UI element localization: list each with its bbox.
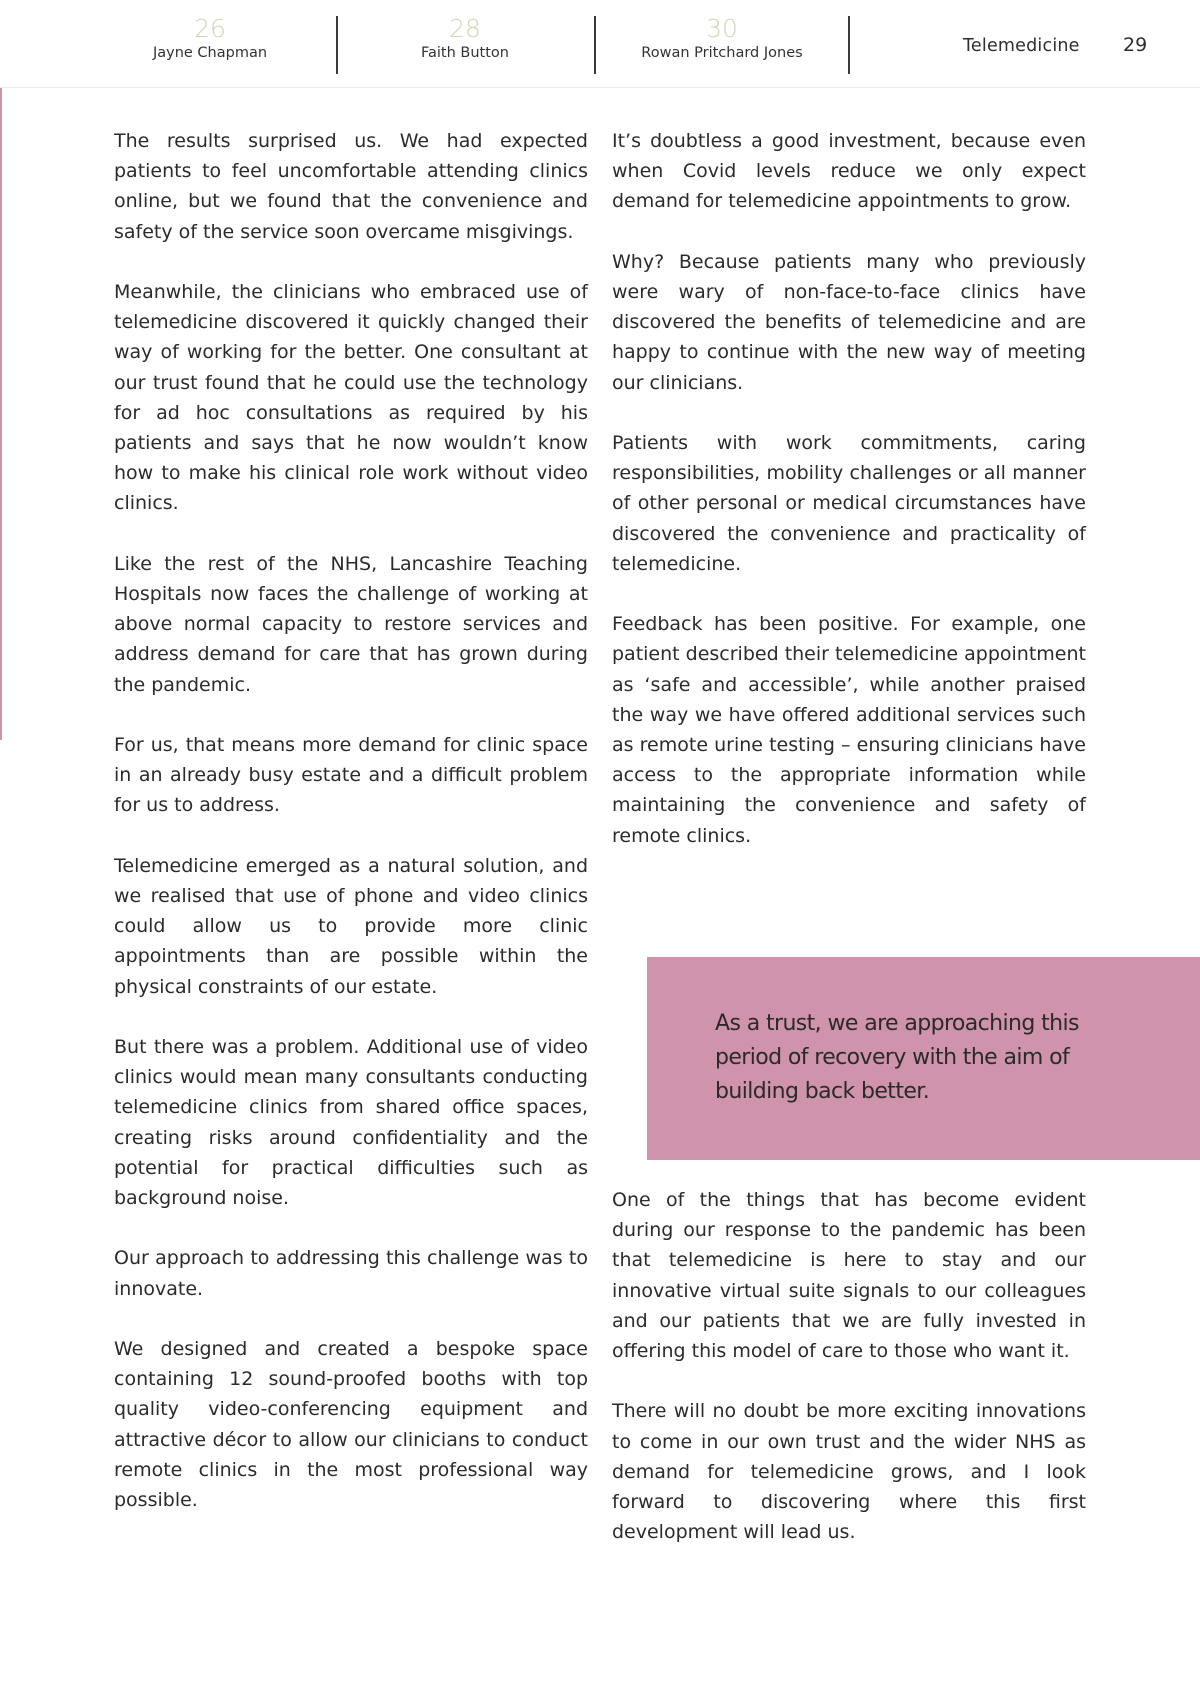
body-paragraph: We designed and created a bespoke space containing 12 sound-proofed booths with top quality video-conferencing equipment and attractive décor to allow our clinicians to conduct remote clinics in the most professional way possible.	[114, 1338, 588, 1512]
nav-author-name: Faith Button	[421, 45, 509, 61]
left-column	[114, 126, 588, 1515]
nav-item-faith-button[interactable]	[375, 14, 555, 62]
header-divider	[848, 16, 850, 74]
body-paragraph: Why? Because patients many who previously were wary of non-face-to-face clinics have discovered the benefits of telemedicine and are happy to continue with the new way of meeting our clinicians.	[612, 250, 1086, 394]
body-paragraph: It’s doubtless a good investment, because even when Covid levels reduce we only expect demand for telemedicine appointments to grow.	[612, 130, 1086, 213]
body-paragraph: One of the things that has become evident during our response to the pandemic has been that telemedicine is here to stay and our innovative virtual suite signals to our colleagues and our patients that we are fully invested in offering this model of care to those who want it.	[612, 1189, 1086, 1363]
body-paragraph: Our approach to addressing this challenge was to innovate.	[114, 1247, 588, 1300]
body-paragraph: For us, that means more demand for clinic space in an already busy estate and a difficult problem for us to address.	[114, 734, 588, 817]
header-divider	[594, 16, 596, 74]
nav-item-rowan-pritchard-jones[interactable]	[622, 14, 822, 62]
header-rule	[0, 87, 1200, 88]
header-divider	[336, 16, 338, 74]
body-paragraph: There will no doubt be more exciting innovations to come in our own trust and the wider NHS as demand for telemedicine grows, and I look forward to discovering where this first development will lead us.	[612, 1400, 1086, 1544]
body-paragraph: But there was a problem. Additional use of video clinics would mean many consultants conducting telemedicine clinics from shared office spaces, creating risks around confidentiality and the potential for practical difficulties such as background noise.	[114, 1036, 588, 1210]
pull-quote-box	[647, 957, 1200, 1160]
right-column-top	[612, 126, 1086, 851]
nav-author-name: Rowan Pritchard Jones	[641, 45, 803, 61]
page-number: 29	[1123, 34, 1148, 56]
body-paragraph: Feedback has been positive. For example, one patient described their telemedicine appointment as ‘safe and accessible’, while another praised the way we have offered additional services such as remote urine testing – ensuring clinicians have access to the appropriate information while maintaining the convenience and safety of remote clinics.	[612, 613, 1086, 847]
nav-page-number: 30	[706, 14, 738, 43]
nav-page-number: 28	[449, 14, 481, 43]
body-paragraph: Like the rest of the NHS, Lancashire Teaching Hospitals now faces the challenge of working at above normal capacity to restore services and address demand for care that has grown during the pandemic.	[114, 552, 588, 696]
body-paragraph: The results surprised us. We had expected patients to feel uncomfortable attending clinics online, but we found that the convenience and safety of the service soon overcame misgivings.	[114, 130, 588, 243]
nav-author-name: Jayne Chapman	[152, 45, 268, 61]
right-column-bottom	[612, 1185, 1086, 1547]
nav-page-number: 26	[194, 14, 226, 43]
body-paragraph: Telemedicine emerged as a natural solution, and we realised that use of phone and video clinics could allow us to provide more clinic appointments than are possible within the physical constraints of our estate.	[114, 854, 588, 998]
pull-quote-text: As a trust, we are approaching this period of recovery with the aim of building back better.	[715, 1011, 1079, 1104]
left-accent-bar	[0, 88, 2, 740]
section-title: Telemedicine	[963, 36, 1080, 56]
nav-item-jayne-chapman[interactable]	[120, 14, 300, 62]
body-paragraph: Meanwhile, the clinicians who embraced use of telemedicine discovered it quickly changed their way of working for the better. One consultant at our trust found that he could use the technology for ad hoc consultations as required by his patients and says that he now wouldn’t know how to make his clinical role work without video clinics.	[114, 281, 588, 515]
body-paragraph: Patients with work commitments, caring responsibilities, mobility challenges or all manner of other personal or medical circumstances have discovered the convenience and practicality of telemedicine.	[612, 432, 1086, 575]
